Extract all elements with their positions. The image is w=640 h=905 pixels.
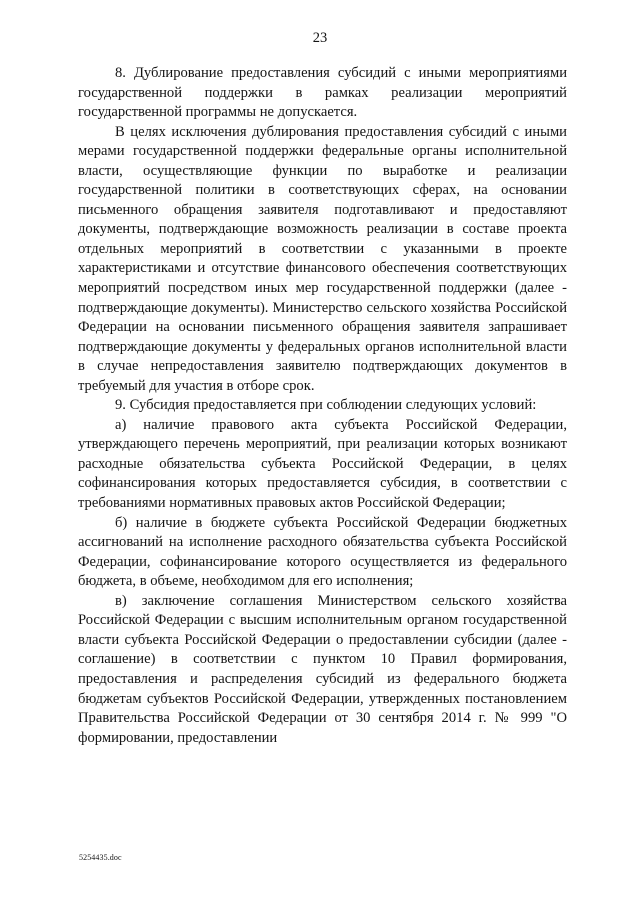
footer-filename: 5254435.doc — [79, 853, 122, 862]
paragraph-9b: б) наличие в бюджете субъекта Российской Федерации бюджетных ассигнований на исполнение расходного обязательства субъекта Российской Федерации, софинансирование которого осуществляется из федерального бюджета, в объеме, необходимом для его исполнения; — [78, 514, 567, 590]
paragraph-8: 8. Дублирование предоставления субсидий с иными мероприятиями государственной поддержки в рамках реализации мероприятий государственной программы не допускается. — [78, 65, 567, 121]
document-body — [78, 64, 567, 748]
paragraph-9a: а) наличие правового акта субъекта Российской Федерации, утверждающего перечень мероприятий, при реализации которых возникают расходные обязательства субъекта Российской Федерации, в целях софинансирования которых предоставляется субсидия, в соответствии с требованиями нормативных правовых актов Российской Федерации; — [78, 416, 567, 512]
paragraph-9v: в) заключение соглашения Министерством сельского хозяйства Российской Федерации с высшим исполнительным органом государственной власти субъекта Российской Федерации о предоставлении субсидии (далее - соглашение) в соответствии с пунктом 10 Правил формирования, предоставления и распределения субсидий из федерального бюджета бюджетам субъектов Российской Федерации, утвержденных постановлением Правительства Российской Федерации от 30 сентября 2014 г. № 999 "О формировании, предоставлении — [78, 592, 567, 746]
page-number: 23 — [312, 30, 328, 46]
paragraph-duplication-exclusion: В целях исключения дублирования предоставления субсидий с иными мерами государственной поддержки федеральные органы исполнительной власти, осуществляющие функции по выработке и реализации государственной политики в соответствующих сферах, на основании письменного обращения заявителя подготавливают и предоставляют документы, подтверждающие возможность реализации в составе проекта отдельных мероприятий в соответствии с указанными в проекте характеристиками и отсутствие финансового обеспечения соответствующих мероприятий посредством иных мер государственной поддержки (далее - подтверждающие документы). Министерство сельского хозяйства Российской Федерации на основании письменного обращения заявителя запрашивает подтверждающие документы у федеральных органов исполнительной власти в случае непредоставления заявителю подтверждающих документов в требуемый для участия в отборе срок. — [78, 123, 567, 394]
paragraph-9: 9. Субсидия предоставляется при соблюдении следующих условий: — [115, 397, 537, 414]
